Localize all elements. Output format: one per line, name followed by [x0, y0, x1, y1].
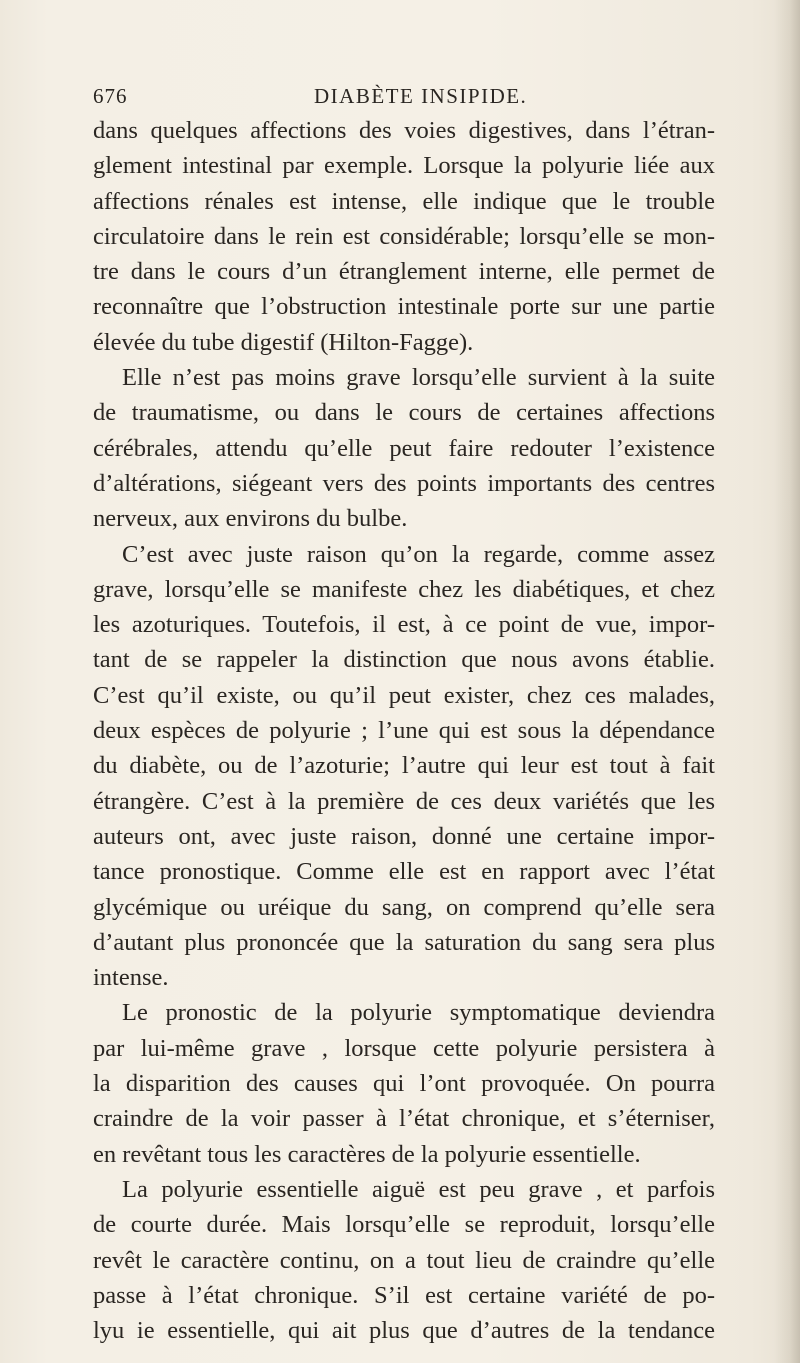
text-line: de traumatisme, ou dans le cours de certaines affections	[93, 399, 715, 427]
page-edge-shadow	[774, 0, 800, 1363]
text-line: la disparition des causes qui l’ont provoquée. On pourra	[93, 1070, 715, 1098]
text-line: tance pronostique. Comme elle est en rapport avec l’état	[93, 858, 715, 886]
text-line: C’est avec juste raison qu’on la regarde, comme assez	[122, 540, 715, 568]
text-line: grave, lorsqu’elle se manifeste chez les diabétiques, et chez	[93, 575, 715, 603]
text-line: craindre de la voir passer à l’état chronique, et s’éterniser,	[93, 1105, 715, 1133]
text-line: de courte durée. Mais lorsqu’elle se reproduit, lorsqu’elle	[93, 1211, 715, 1239]
text-line: d’autant plus prononcée que la saturation du sang sera plus	[93, 928, 715, 956]
text-line: lyu ie essentielle, qui ait plus que d’autres de la tendance	[93, 1317, 715, 1345]
text-line: tant de se rappeler la distinction que nous avons établie.	[93, 646, 715, 674]
text-line: nerveux, aux environs du bulbe.	[93, 505, 408, 533]
text-line: reconnaître que l’obstruction intestinale porte sur une partie	[93, 293, 715, 321]
body-text	[93, 113, 715, 1348]
text-line: Elle n’est pas moins grave lorsqu’elle survient à la suite	[122, 364, 715, 392]
text-line: tre dans le cours d’un étranglement interne, elle permet de	[93, 258, 715, 286]
text-line: par lui-même grave , lorsque cette polyurie persistera à	[93, 1034, 715, 1062]
text-line: passe à l’état chronique. S’il est certaine variété de po-	[93, 1281, 715, 1309]
text-line: étrangère. C’est à la première de ces deux variétés que les	[93, 787, 715, 815]
text-line: intense.	[93, 964, 169, 992]
text-line: en revêtant tous les caractères de la polyurie essentielle.	[93, 1140, 641, 1168]
text-line: les azoturiques. Toutefois, il est, à ce point de vue, impor-	[93, 611, 715, 639]
page-header	[93, 84, 713, 110]
text-line: circulatoire dans le rein est considérable; lorsqu’elle se mon-	[93, 222, 715, 250]
text-line: du diabète, ou de l’azoturie; l’autre qui leur est tout à fait	[93, 752, 715, 780]
text-line: auteurs ont, avec juste raison, donné une certaine impor-	[93, 822, 715, 850]
text-line: C’est qu’il existe, ou qu’il peut exister, chez ces malades,	[93, 681, 715, 709]
text-line: glement intestinal par exemple. Lorsque la polyurie liée aux	[93, 152, 715, 180]
text-line: glycémique ou uréique du sang, on comprend qu’elle sera	[93, 893, 715, 921]
text-line: dans quelques affections des voies digestives, dans l’étran-	[93, 117, 715, 144]
text-line: affections rénales est intense, elle indique que le trouble	[93, 187, 715, 215]
running-title: DIABÈTE INSIPIDE.	[314, 84, 528, 108]
text-line: Le pronostic de la polyurie symptomatique deviendra	[122, 999, 715, 1027]
page-number: 676	[93, 84, 128, 108]
text-line: d’altérations, siégeant vers des points importants des centres	[93, 469, 715, 497]
text-line: revêt le caractère continu, on a tout lieu de craindre qu’elle	[93, 1246, 715, 1274]
text-line: cérébrales, attendu qu’elle peut faire redouter l’existence	[93, 434, 715, 462]
text-line: La polyurie essentielle aiguë est peu grave , et parfois	[122, 1175, 715, 1203]
text-line: deux espèces de polyurie ; l’une qui est sous la dépendance	[93, 717, 715, 745]
text-line: élevée du tube digestif (Hilton-Fagge).	[93, 328, 474, 356]
